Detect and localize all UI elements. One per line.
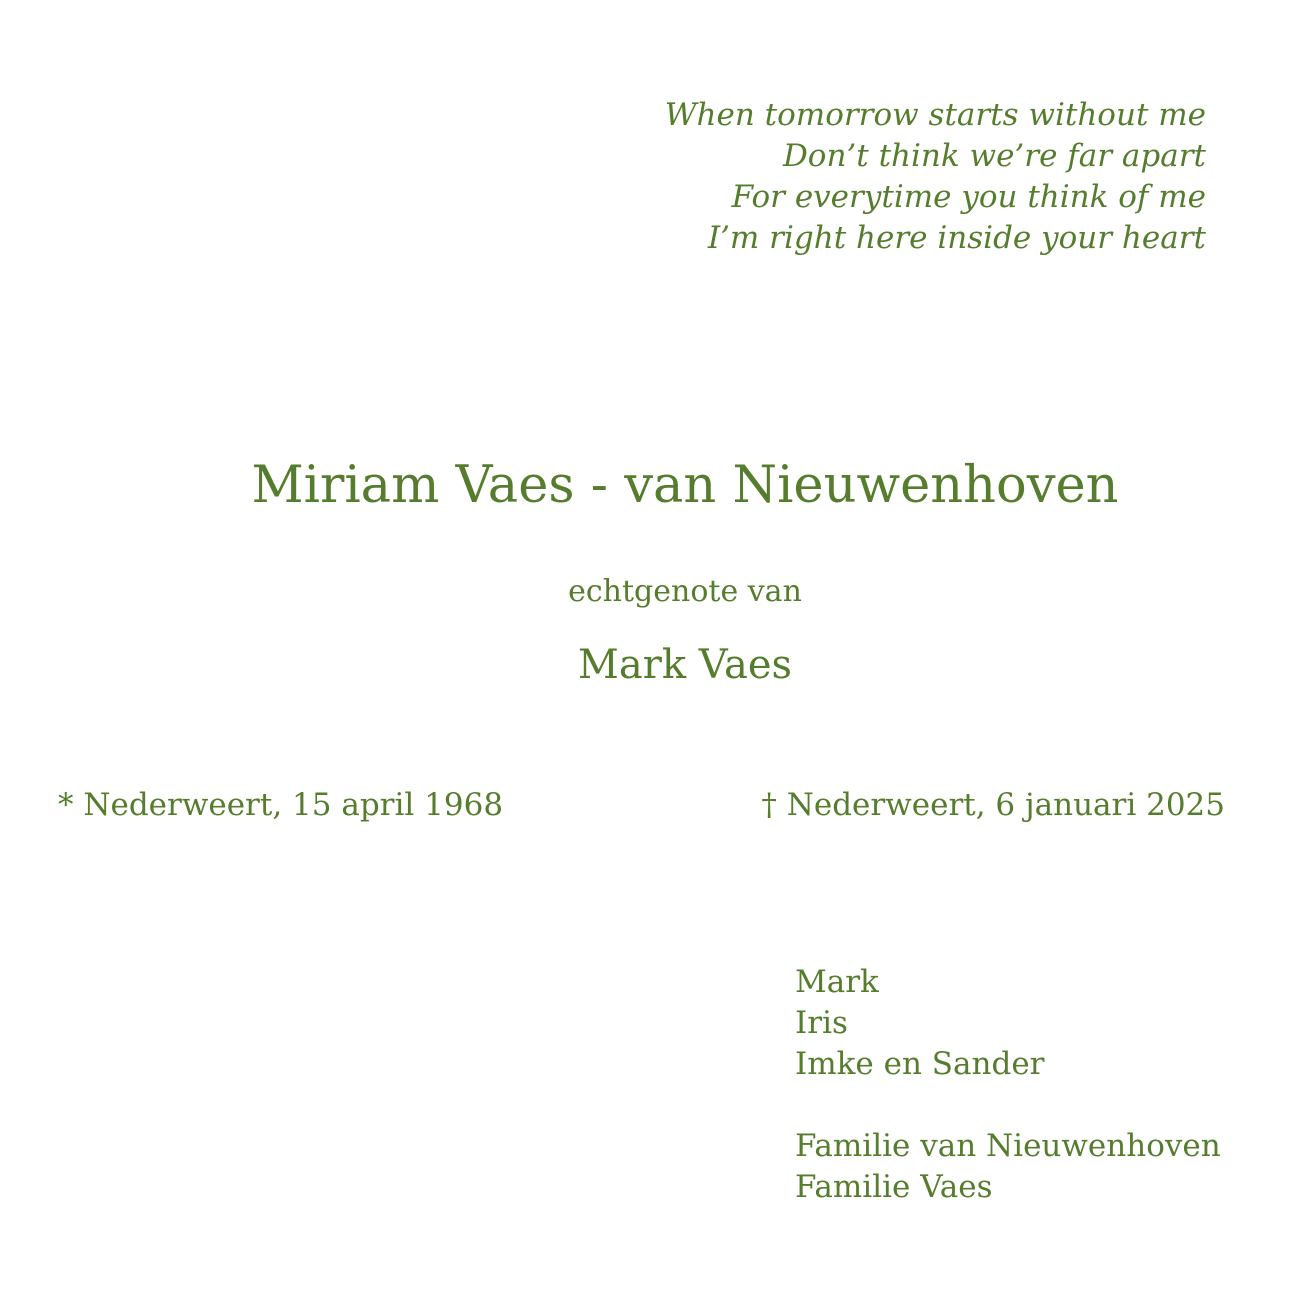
birth-date: * Nederweert, 15 april 1968 [58,787,504,823]
family-member: Mark [795,964,879,1000]
family-member: Imke en Sander [795,1046,1045,1082]
family-spacer [795,1085,1221,1126]
poem-line: For everytime you think of me [731,179,1206,215]
poem [665,95,1206,259]
death-date: † Nederweert, 6 januari 2025 [761,787,1225,823]
poem-line: I’m right here inside your heart [707,220,1206,256]
spouse-name: Mark Vaes [577,642,793,688]
deceased-name: Miriam Vaes - van Nieuwenhoven [251,456,1119,515]
poem-line: When tomorrow starts without me [664,97,1206,133]
extended-family: Familie van Nieuwenhoven [795,1128,1221,1164]
family-member: Iris [795,1005,848,1041]
extended-family: Familie Vaes [795,1169,993,1205]
poem-line: Don’t think we’re far apart [782,138,1206,174]
family-list [795,962,1221,1208]
relation-label: echtgenote van [568,574,802,609]
